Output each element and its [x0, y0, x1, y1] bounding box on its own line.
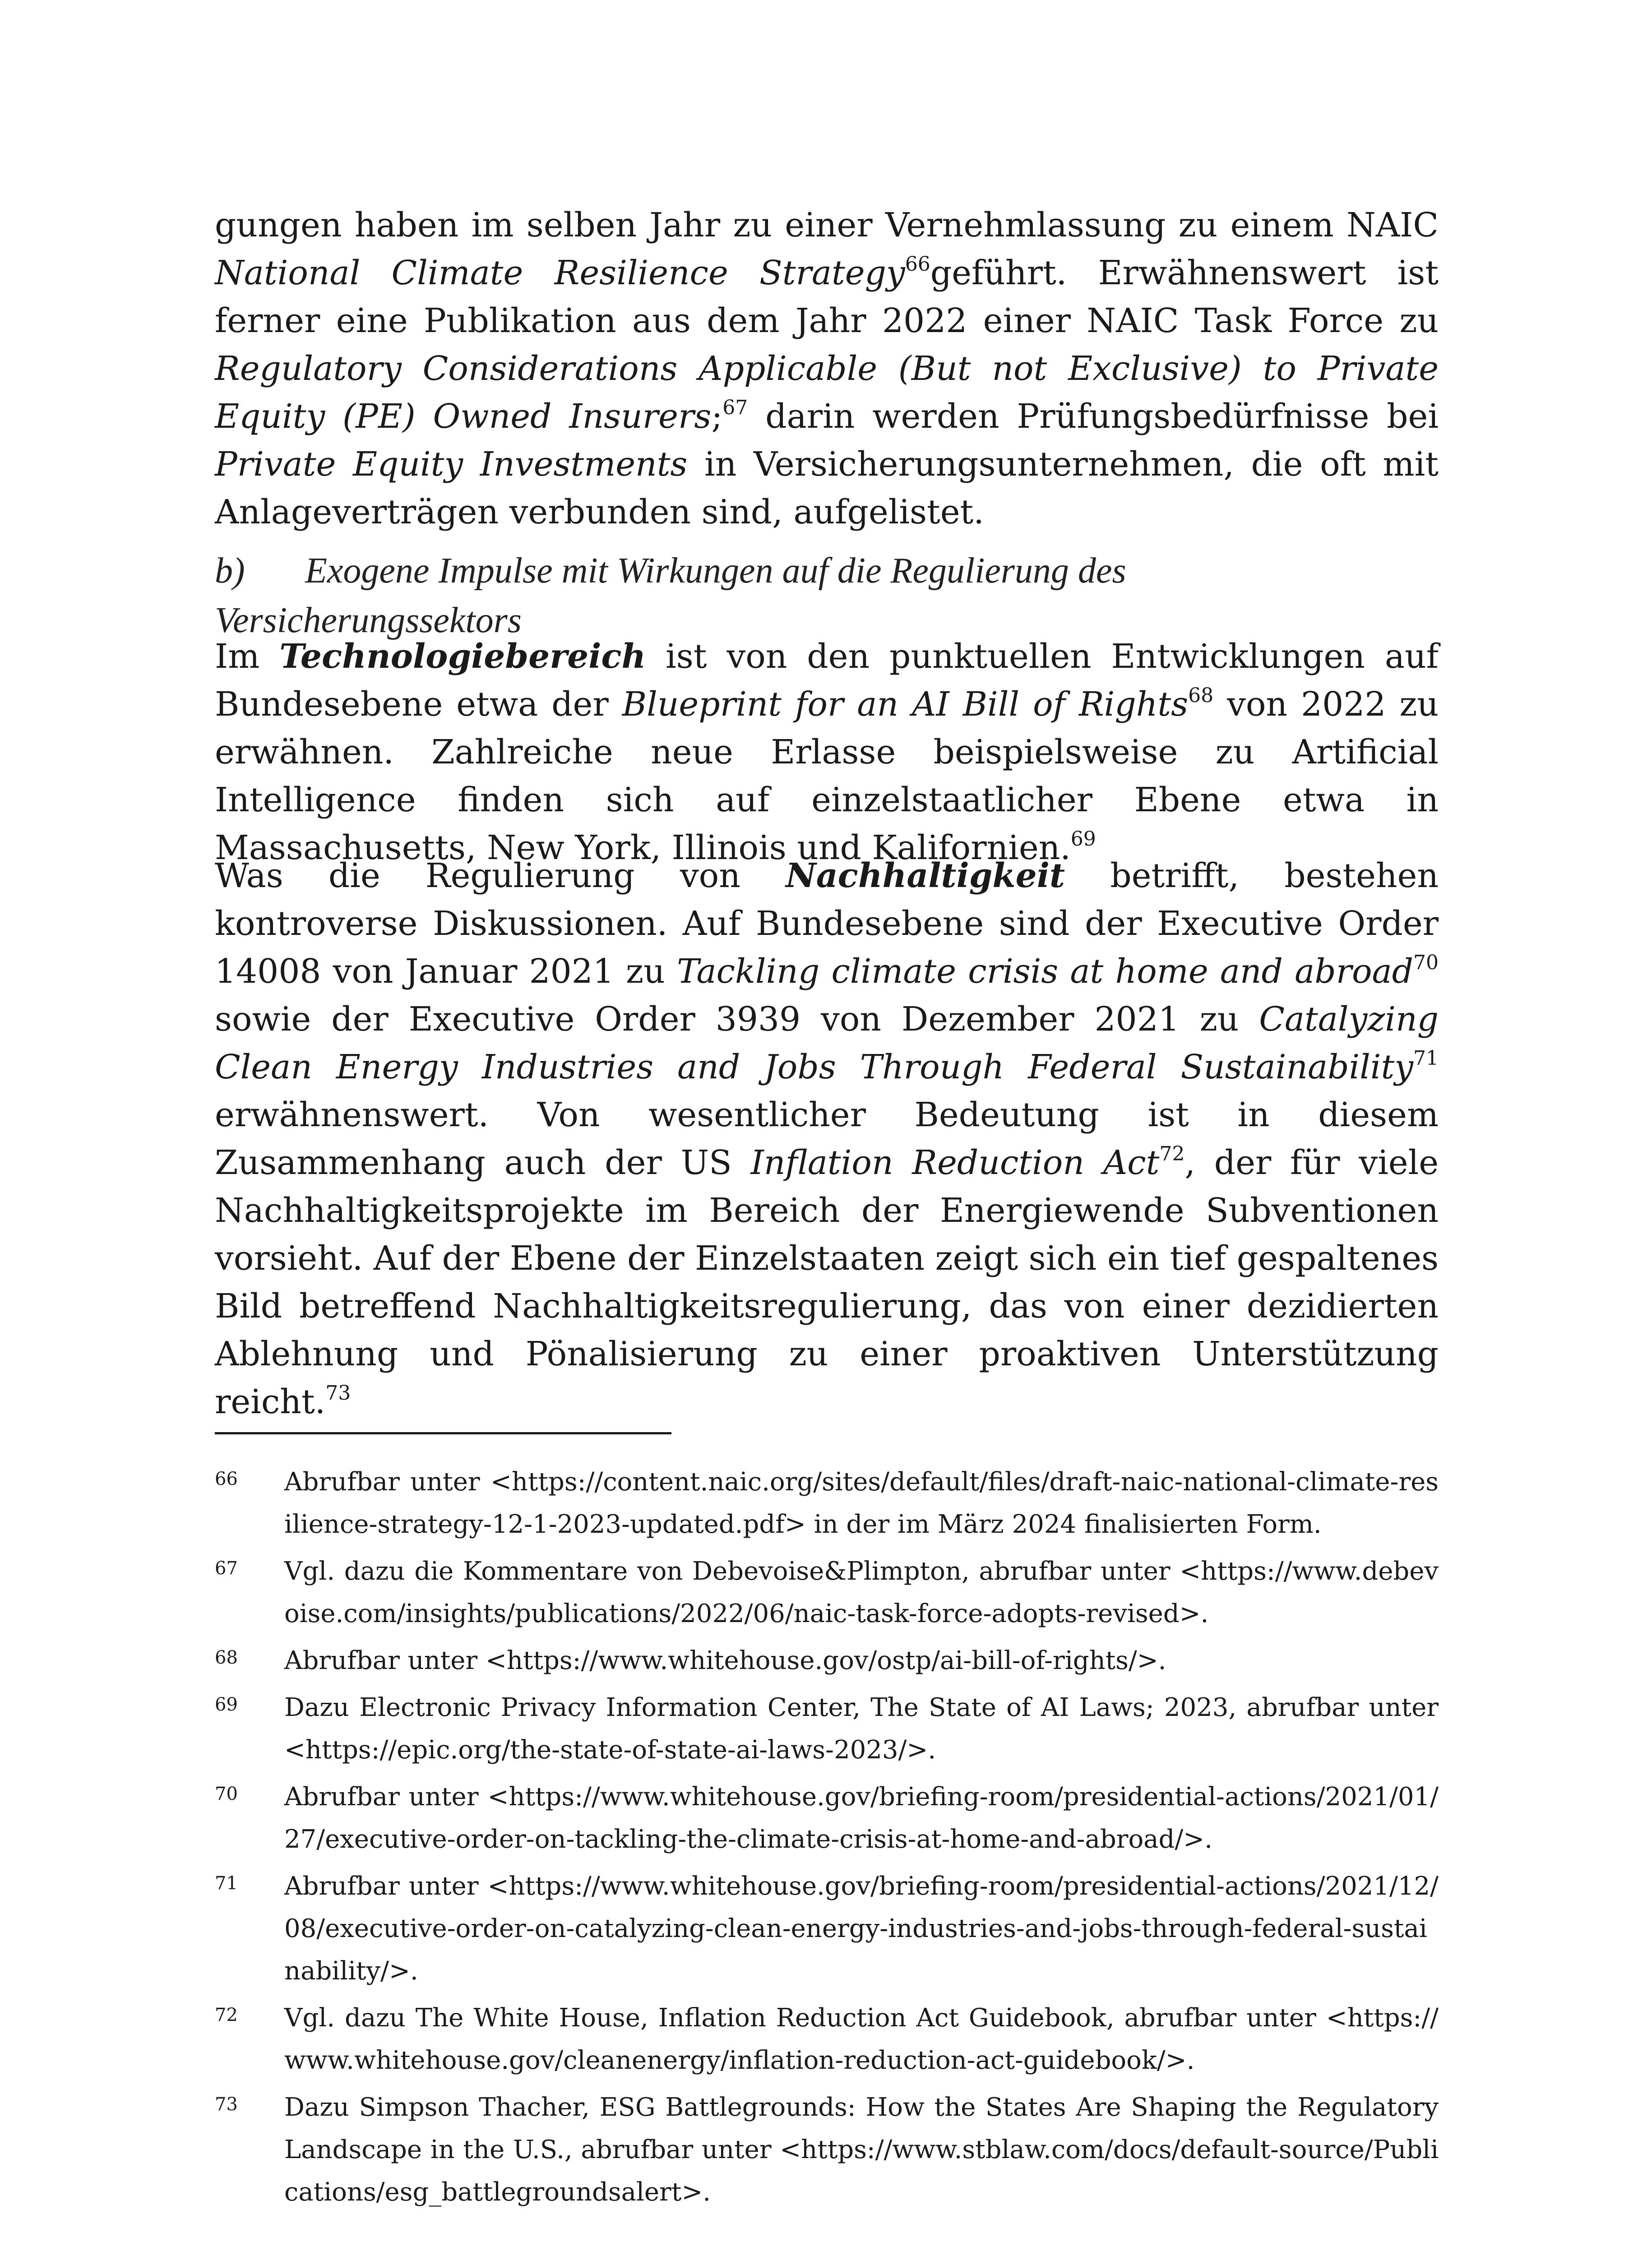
footnote-number: 66: [215, 1469, 238, 1489]
text: geführt. Erwähnenswert ist ferner eine Publikation aus dem Jahr 2022 einer NAIC Task Force zu: [215, 254, 1439, 340]
footnote-ref: 66: [905, 253, 930, 276]
footnote-text: Abrufbar unter <https://www.whitehouse.gov/briefing-room/presidential-actions/2021/01/27/executive-order-on-tackling-the-climate-crisis-at-home-and-abroad/>.: [284, 1782, 1439, 1854]
text: erwähnenswert. Von wesentlicher Bedeutung ist in diesem Zusammenhang auch der US: [215, 1096, 1439, 1182]
footnote-number: 69: [215, 1694, 238, 1715]
footnote-text: Vgl. dazu die Kommentare von Debevoise&Plimpton, abrufbar unter <https://www.debevoise.com/insights/publications/2022/06/naic-task-force-adopts-revised>.: [284, 1557, 1439, 1628]
paragraph-1: [215, 201, 1439, 536]
section-title: Exogene Impulse mit Wirkungen auf die Regulierung des Versicherungssektors: [215, 551, 1126, 640]
text: betrifft, bestehen kontroverse Diskussionen. Auf Bundesebene sind der Executive Order 14008 von Januar 2021 zu: [215, 856, 1439, 991]
footnote-number: 71: [215, 1873, 238, 1894]
footnote-number: 67: [215, 1558, 238, 1579]
footnote-ref: 73: [325, 1382, 351, 1405]
italic-title: Catalyzing Clean Energy Industries and Jobs Through Federal Sustainability: [215, 1000, 1439, 1086]
footnote-ref: 71: [1413, 1047, 1439, 1070]
footnote: [215, 1687, 1439, 1771]
footnote-number: 73: [215, 2094, 238, 2115]
text: Im: [215, 637, 280, 676]
text: Was die Regulierung von: [215, 856, 786, 895]
section-heading: [215, 546, 1439, 645]
footnote: [215, 1461, 1439, 1546]
footnote-text: Abrufbar unter <https://www.whitehouse.gov/briefing-room/presidential-actions/2021/12/08/executive-order-on-catalyzing-clean-energy-industries-and-jobs-through-federal-sustainability/>.: [284, 1872, 1439, 1986]
footnote-number: 72: [215, 2005, 238, 2025]
footnote-ref: 69: [1070, 828, 1096, 851]
italic-title: National Climate Resilience Strategy: [215, 254, 905, 292]
text: , der für viele Nachhaltigkeitsprojekte im Bereich der Energiewende Subventionen vorsieht. Auf der Ebene der Einzelstaaten zeigt sich ein tief gespaltenes Bild betreffend Nachhaltigkeitsregulierung, das von einer dezidierten Ablehnung und Pönalisierung zu einer proaktiven Unterstützung reicht.: [215, 1143, 1439, 1421]
bold-term: Technologiebereich: [279, 637, 646, 676]
footnote-text: Abrufbar unter <https://www.whitehouse.gov/ostp/ai-bill-of-rights/>.: [284, 1646, 1166, 1675]
footnote-ref: 67: [722, 396, 748, 420]
footnote: [215, 1776, 1439, 1861]
italic-title: Blueprint for an AI Bill of Rights: [622, 685, 1189, 724]
text: gungen haben im selben Jahr zu einer Vernehmlassung zu einem NAIC: [215, 206, 1439, 245]
footnote-number: 68: [215, 1647, 238, 1668]
footnote: [215, 1550, 1439, 1635]
footnote: [215, 1997, 1439, 2082]
italic-term: Private Equity Investments: [215, 445, 688, 484]
text: ;: [711, 397, 723, 436]
text: ist von den punktuellen Entwicklungen auf Bundesebene etwa der: [215, 637, 1439, 724]
footnote-ref: 72: [1159, 1142, 1185, 1166]
text: sowie der Executive Order 3939 von Dezember 2021 zu: [215, 1000, 1259, 1039]
footnotes: [215, 1461, 1439, 2218]
text: in Versicherungsunternehmen, die oft mit Anlageverträgen verbunden sind, aufgelistet.: [215, 445, 1439, 532]
footnote-text: Vgl. dazu The White House, Inflation Reduction Act Guidebook, abrufbar unter <https://www.whitehouse.gov/cleanenergy/inflation-reduction-act-guidebook/>.: [284, 2003, 1439, 2075]
footnote: [215, 2086, 1439, 2214]
bold-term: Nachhaltigkeit: [786, 856, 1065, 895]
footnote: [215, 1865, 1439, 1992]
section-number: b): [215, 551, 245, 591]
paragraph-3: [215, 852, 1439, 1426]
italic-title: Inflation Reduction Act: [750, 1143, 1160, 1182]
italic-title: Regulatory Considerations Applicable (But not Exclusive) to Private Equity (PE) Owned Insurers: [215, 349, 1439, 436]
paragraph-2: [215, 633, 1439, 872]
text: von 2022 zu erwähnen. Zahlreiche neue Erlasse beispielsweise zu Artificial Intelligence finden sich auf einzelstaatlicher Ebene etwa in Massachusetts, New York, Illinois und Kalifornien.: [215, 685, 1439, 867]
text: darin werden Prüfungsbedürfnisse bei: [748, 397, 1439, 436]
footnote-number: 70: [215, 1784, 238, 1804]
footnote-ref: 70: [1413, 951, 1439, 975]
footnote-separator: [215, 1432, 671, 1434]
italic-title: Tackling climate crisis at home and abroad: [676, 952, 1413, 991]
footnote: [215, 1640, 1439, 1682]
footnote-text: Dazu Electronic Privacy Information Center, The State of AI Laws; 2023, abrufbar unter <https://epic.org/the-state-of-state-ai-laws-2023/>.: [284, 1693, 1439, 1765]
footnote-text: Dazu Simpson Thacher, ESG Battlegrounds: How the States Are Shaping the Regulatory Landscape in the U.S., abrufbar unter <https://www.stblaw.com/docs/default-source/Publications/esg_battlegroundsalert>.: [284, 2093, 1439, 2207]
footnote-text: Abrufbar unter <https://content.naic.org/sites/default/files/draft-naic-national-climate-resilience-strategy-12-1-2023-updated.pdf> in der im März 2024 finalisierten Form.: [284, 1467, 1439, 1539]
footnote-ref: 68: [1188, 684, 1214, 707]
